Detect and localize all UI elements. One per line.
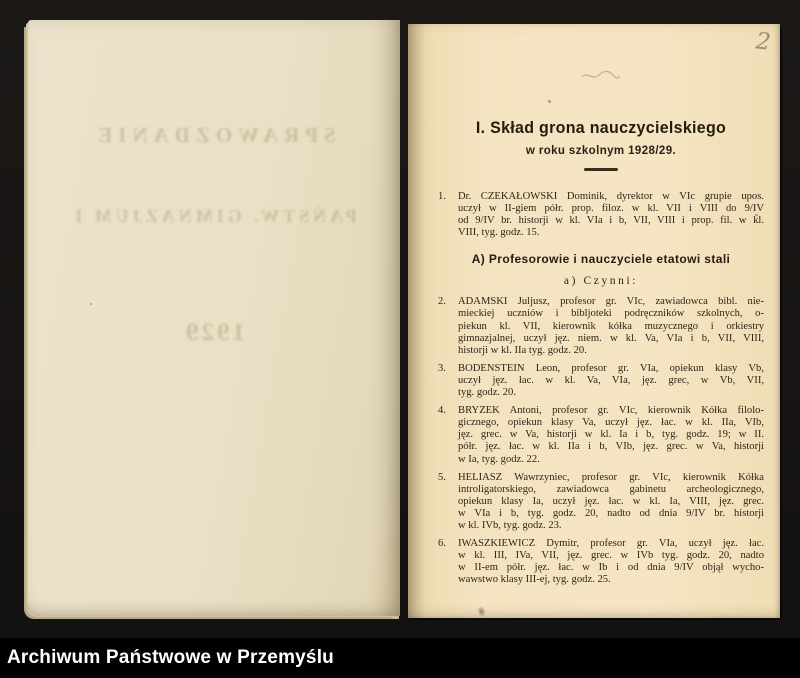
entry-line: BODENSTEIN Leon, profesor gr. VIa, opiekun klasy Vb, — [458, 362, 764, 374]
staff-entry-list — [438, 296, 764, 586]
entry-line: w kl. IVb, tyg. godz. 23. — [458, 519, 562, 531]
entry-line: uczył w II-giem półr. prop. filoz. w kl. VII i VIII do 9/IV — [458, 203, 764, 215]
director-entry-list — [438, 191, 764, 239]
entry-line: jęz. grec. w Va, historji w kl. Ia i b, tyg. godz. 19; w II. — [458, 429, 764, 441]
title-divider-rule — [584, 168, 618, 171]
entry-line: mieckiej uczniów i bibljoteki podręczników szkolnych, o- — [458, 308, 764, 320]
entry-number: 4. — [438, 405, 446, 417]
entry-line: piekun kl. VII, kierownik kółka muzycznego i orkiestry — [458, 320, 764, 332]
entry-number: 2. — [438, 296, 446, 308]
entry-number: 5. — [438, 471, 446, 483]
entry-line: introligatorskiego, zawiadowca gabinetu archeologicznego, — [458, 483, 764, 495]
archive-watermark-bar — [0, 638, 800, 678]
handwritten-page-number: 2 — [755, 28, 773, 56]
chapter-title: I. Skład grona nauczycielskiego — [475, 119, 727, 138]
bleedthrough-ghost-text — [28, 20, 400, 616]
section-a-heading: A) Profesorowie i nauczyciele etatowi stali — [471, 252, 731, 267]
entry-line: historji w kl. IIa tyg. godz. 20. — [458, 344, 587, 356]
entry-number: 1. — [438, 191, 446, 202]
entry-line: w Ia, tyg. godz. 22. — [458, 453, 540, 465]
entry-number: 3. — [438, 362, 446, 374]
chapter-subtitle: w roku szkolnym 1928/29. — [525, 145, 677, 157]
ghost-line: SPRAWOZDANIE — [92, 123, 336, 147]
entry-line: IWASZKIEWICZ Dymitr, profesor gr. VIa, uczył jęz. łac. — [458, 538, 764, 550]
entry-line: w kl. III, IVa, VII, jęz. grec. w IVb tyg. godz. 20, nadto — [458, 550, 764, 562]
staff-entry — [438, 191, 764, 239]
left-page — [28, 20, 400, 616]
entry-line: VIII, tyg. godz. 15. — [458, 227, 540, 239]
entry-line: wawstwo klasy III-ej, tyg. godz. 25. — [458, 574, 611, 586]
subsection-heading: a) Czynni: — [563, 275, 639, 288]
ghost-line: PAŃSTW. GIMNAZJUM I — [71, 206, 357, 226]
staff-entry — [438, 472, 764, 532]
staff-entry — [438, 405, 764, 465]
archive-name-label: Archiwum Państwowe w Przemyślu — [7, 647, 334, 668]
ornament-squiggle-icon — [438, 68, 764, 82]
entry-line: HELIASZ Wawrzyniec, profesor gr. VIc, kierownik Kółka — [458, 471, 764, 483]
entry-line: gimnazjalnej, uczył jęz. niem. w kl. Va, VIa i b, VII, VIII, — [458, 332, 764, 344]
ink-smudge — [472, 600, 491, 620]
right-page — [408, 24, 780, 618]
entry-line: Dr. CZEKAŁOWSKI Dominik, dyrektor w VIc grupie upos. — [458, 191, 764, 202]
entry-line: w VIa i b, tyg. godz. 20, nadto od dnia 9/IV br. historji — [458, 507, 764, 519]
entry-line: ADAMSKI Juljusz, profesor gr. VIc, zawiadowca bibl. nie- — [458, 296, 764, 308]
entry-line: BRYZEK Antoni, profesor gr. VIc, kierownik Kółka filolo- — [458, 405, 764, 417]
staff-entry — [438, 538, 764, 586]
paper-speck — [90, 303, 92, 305]
staff-entry — [438, 363, 764, 399]
ghost-line: 1929 — [183, 319, 245, 346]
entry-number: 6. — [438, 538, 446, 550]
printed-text-column — [438, 24, 764, 592]
entry-line: półr. jęz. łac. w kl. IIa i b, VIb, jęz. grec. w Va, historji — [458, 441, 764, 453]
entry-line: uczył jęz. łac. w kl. Va, VIa, jęz. grec, w Vb, VII, — [458, 374, 764, 386]
entry-line: w II-em półr. jęz. łac. w Ib i od dnia 9/IV objął wycho- — [458, 562, 764, 574]
staff-entry — [438, 296, 764, 356]
entry-line: od 9/IV br. historji w kl. VIa i b, VII, VIII i prop. fil. w kl. — [458, 215, 764, 227]
entry-line: opiekun klasy Ia, uczył jęz. łac. w kl. Ia, VIII, jęz. grec. — [458, 495, 764, 507]
entry-line: tyg. godz. 20. — [458, 387, 516, 399]
entry-line: gicznego, opiekun klasy Va, uczył jęz. łac. w kl. IIa, VIb, — [458, 417, 764, 429]
